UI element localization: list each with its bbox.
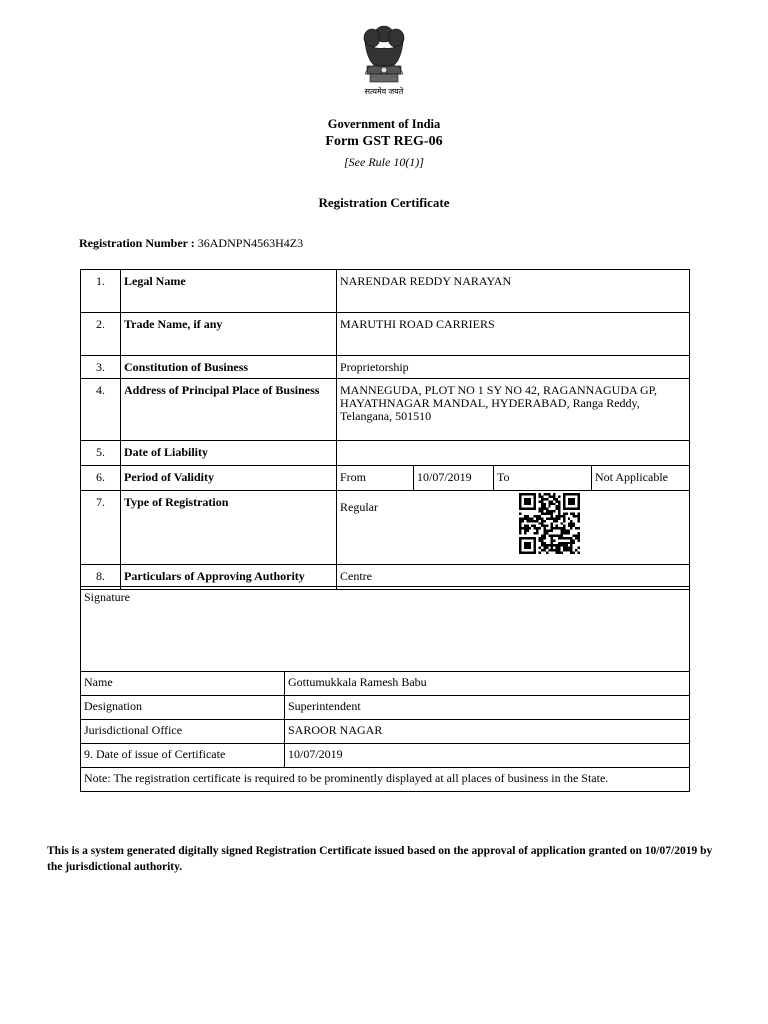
row-number: 1. — [81, 270, 121, 313]
jurisdictional-office-label: Jurisdictional Office — [81, 720, 285, 744]
government-heading: Government of India — [327, 117, 441, 131]
table-row-jurisdictional-office — [81, 720, 690, 744]
period-of-validity-label: Period of Validity — [121, 466, 337, 491]
registration-number-label: Registration Number : — [79, 236, 195, 250]
row-number: 6. — [81, 466, 121, 491]
validity-to-label: To — [494, 466, 592, 491]
row-number: 5. — [81, 441, 121, 466]
type-of-registration-value: Regular — [337, 491, 690, 565]
signature-label: Signature — [81, 587, 690, 672]
date-of-liability-value — [337, 441, 690, 466]
table-row-period-of-validity — [81, 466, 690, 491]
issue-date-label: 9. Date of issue of Certificate — [81, 744, 285, 768]
constitution-label: Constitution of Business — [121, 356, 337, 379]
form-title: Form GST REG-06 — [325, 134, 443, 149]
row-number: 2. — [81, 313, 121, 356]
table-row-name — [81, 672, 690, 696]
designation-label: Designation — [81, 696, 285, 720]
approving-authority-value: Centre — [337, 565, 690, 590]
designation-value: Superintendent — [285, 696, 690, 720]
registration-number-value: 36ADNPN4563H4Z3 — [197, 236, 304, 250]
officer-name-value: Gottumukkala Ramesh Babu — [285, 672, 690, 696]
table-row-note — [81, 768, 690, 792]
row-number: 8. — [81, 565, 121, 590]
table-row-date-of-liability — [81, 441, 690, 466]
table-row-type-of-registration — [81, 491, 690, 565]
trade-name-label: Trade Name, if any — [121, 313, 337, 356]
row-number: 7. — [81, 491, 121, 565]
row-number: 3. — [81, 356, 121, 379]
constitution-value: Proprietorship — [337, 356, 690, 379]
signature-table — [80, 586, 690, 792]
table-row-designation — [81, 696, 690, 720]
validity-to-value: Not Applicable — [592, 466, 690, 491]
rule-reference: [See Rule 10(1)] — [344, 155, 424, 169]
registration-details-table — [80, 269, 690, 590]
table-row-address — [81, 379, 690, 441]
certificate-title: Registration Certificate — [318, 195, 450, 210]
trade-name-value: MARUTHI ROAD CARRIERS — [337, 313, 690, 356]
emblem-motto: सत्यमेव जयते — [364, 87, 404, 96]
qr-code-icon — [516, 493, 583, 554]
validity-from-value: 10/07/2019 — [414, 466, 494, 491]
issue-date-value: 10/07/2019 — [285, 744, 690, 768]
legal-name-label: Legal Name — [121, 270, 337, 313]
row-number: 4. — [81, 379, 121, 441]
table-row-constitution — [81, 356, 690, 379]
legal-name-value: NARENDAR REDDY NARAYAN — [337, 270, 690, 313]
system-generated-note: This is a system generated digitally signed Registration Certificate issued based on the approval of application granted on 10/07/2019 by the jurisdictional authority. — [47, 845, 713, 873]
address-label: Address of Principal Place of Business — [121, 379, 337, 441]
registration-number — [79, 236, 303, 251]
table-row-issue-date — [81, 744, 690, 768]
type-of-registration-label: Type of Registration — [121, 491, 337, 565]
table-row-legal-name — [81, 270, 690, 313]
display-note: Note: The registration certificate is required to be prominently displayed at all places of business in the State. — [81, 768, 690, 792]
approving-authority-label: Particulars of Approving Authority — [121, 565, 337, 590]
table-row-signature — [81, 587, 690, 672]
table-row-trade-name — [81, 313, 690, 356]
officer-name-label: Name — [81, 672, 285, 696]
jurisdictional-office-value: SAROOR NAGAR — [285, 720, 690, 744]
date-of-liability-label: Date of Liability — [121, 441, 337, 466]
validity-from-label: From — [337, 466, 414, 491]
address-value: MANNEGUDA, PLOT NO 1 SY NO 42, RAGANNAGUDA GP, HAYATHNAGAR MANDAL, HYDERABAD, Ranga Reddy, Telangana, 501510 — [337, 379, 690, 441]
